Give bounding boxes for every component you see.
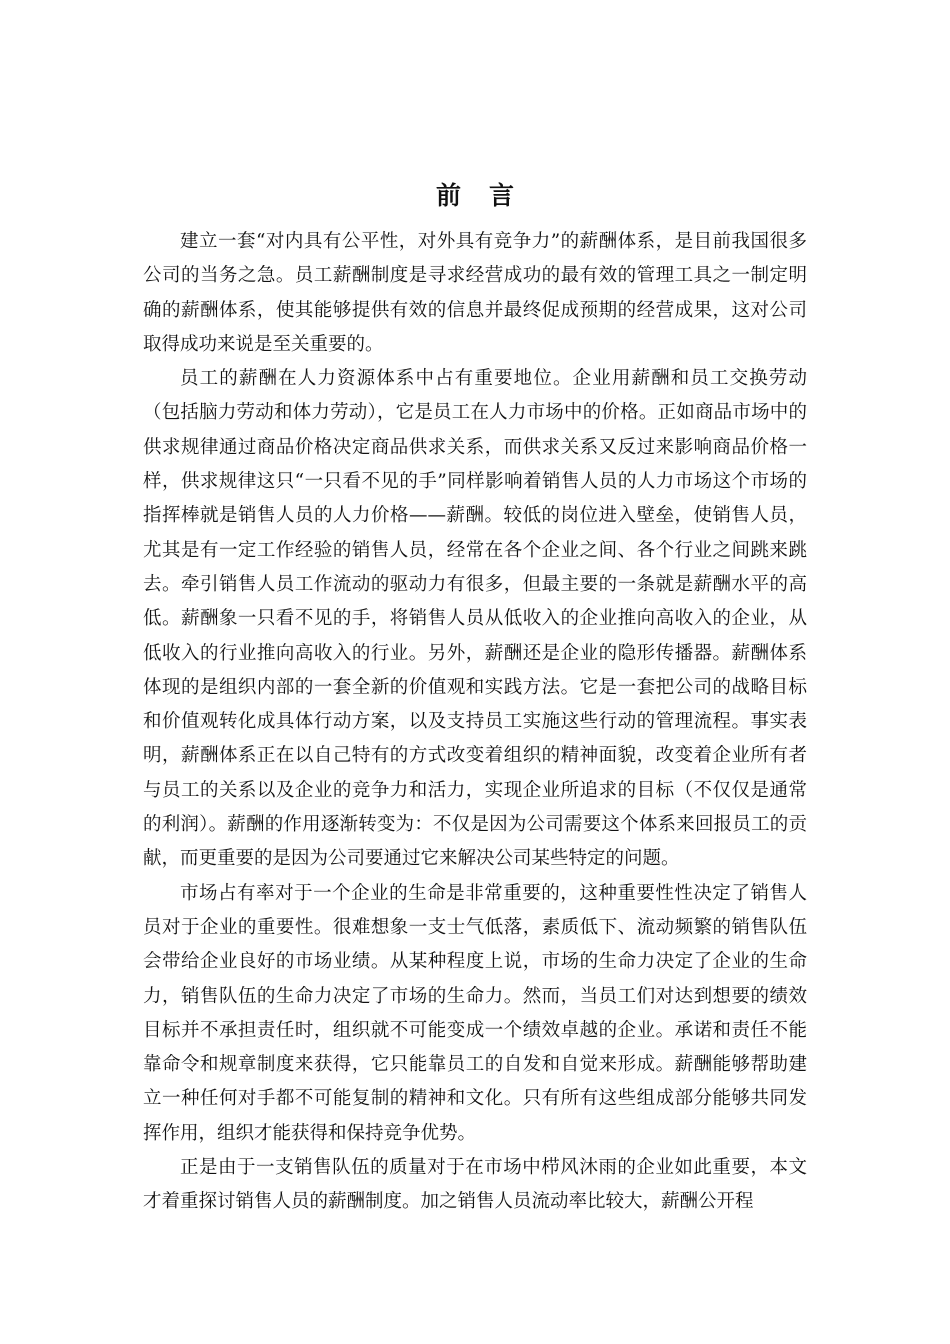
paragraph-2: 员工的薪酬在人力资源体系中占有重要地位。企业用薪酬和员工交换劳动（包括脑力劳动和体力劳动），它是员工在人力市场中的价格。正如商品市场中的供求规律通过商品价格决定商品供求关系，而供求关系又反过来影响商品价格一样，供求规律这只“一只看不见的手”同样影响着销售人员的人力市场这个市场的指挥棒就是销售人员的人力价格——薪酬。较低的岗位进入壁垒，使销售人员，尤其是有一定工作经验的销售人员，经常在各个企业之间、各个行业之间跳来跳去。牵引销售人员工作流动的驱动力有很多，但最主要的一条就是薪酬水平的高低。薪酬象一只看不见的手，将销售人员从低收入的企业推向高收入的企业，从低收入的行业推向高收入的行业。另外，薪酬还是企业的隐形传播器。薪酬体系体现的是组织内部的一套全新的价值观和实践方法。它是一套把公司的战略目标和价值观转化成具体行动方案，以及支持员工实施这些行动的管理流程。事实表明，薪酬体系正在以自己特有的方式改变着组织的精神面貌，改变着企业所有者与员工的关系以及企业的竞争力和活力，实现企业所追求的目标（不仅仅是通常的利润）。薪酬的作用逐渐转变为：不仅是因为公司需要这个体系来回报员工的贡献，而更重要的是因为公司要通过它来解决公司某些特定的问题。 <box>143 368 807 870</box>
paragraph-1: 建立一套“对内具有公平性，对外具有竞争力”的薪酬体系，是目前我国很多公司的当务之急。员工薪酬制度是寻求经营成功的最有效的管理工具之一制定明确的薪酬体系，使其能够提供有效的信息并最终促成预期的经营成果，这对公司取得成功来说是至关重要的。 <box>143 231 807 355</box>
paragraph-4: 正是由于一支销售队伍的质量对于在市场中栉风沐雨的企业如此重要，本文才着重探讨销售人员的薪酬制度。加之销售人员流动率比较大，薪酬公开程 <box>143 1157 807 1213</box>
document-body <box>143 225 807 1220</box>
page-title: 前言 <box>435 181 542 210</box>
paragraph-3: 市场占有率对于一个企业的生命是非常重要的，这种重要性性决定了销售人员对于企业的重要性。很难想象一支士气低落，素质低下、流动频繁的销售队伍会带给企业良好的市场业绩。从某种程度上说，市场的生命力决定了企业的生命力，销售队伍的生命力决定了市场的生命力。然而，当员工们对达到想要的绩效目标并不承担责任时，组织就不可能变成一个绩效卓越的企业。承诺和责任不能靠命令和规章制度来获得，它只能靠员工的自发和自觉来形成。薪酬能够帮助建立一种任何对手都不可能复制的精神和文化。只有所有这些组成部分能够共同发挥作用，组织才能获得和保持竞争优势。 <box>143 882 807 1144</box>
